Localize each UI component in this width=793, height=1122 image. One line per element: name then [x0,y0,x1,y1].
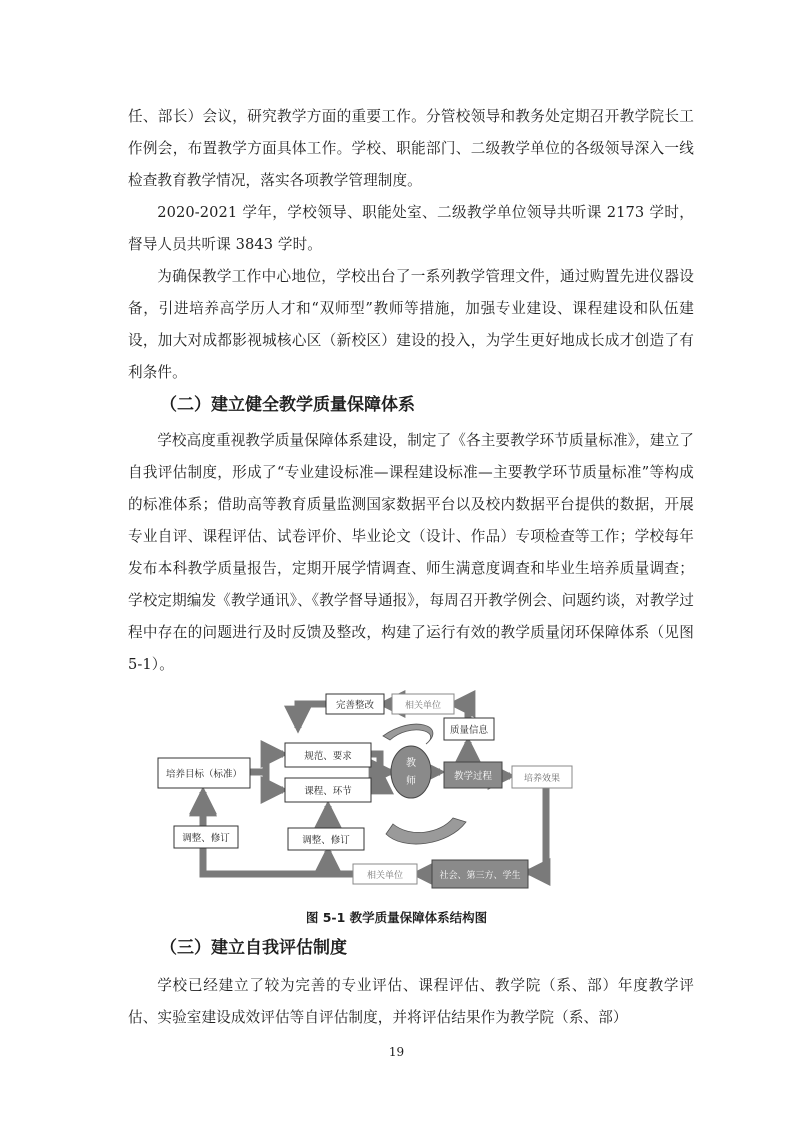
svg-text:完善整改: 完善整改 [335,700,375,711]
paragraph-meetings: 任、部长）会议，研究教学方面的重要工作。分管校领导和教务处定期召开教学院长工作例会，布置教学方面具体工作。学校、职能部门、二级教学单位的各级领导深入一线检查教育教学情况，落实各项教学管理制度。 [128,108,694,189]
svg-text:相关单位: 相关单位 [404,701,442,711]
box-xiangguan-bottom [353,864,417,884]
svg-text:课程、环节: 课程、环节 [304,786,352,797]
box-tiaozheng-mid [288,828,364,850]
svg-text:社会、第三方、学生: 社会、第三方、学生 [439,871,521,881]
box-wanshan [326,694,384,714]
svg-text:教: 教 [406,758,416,769]
section-heading-quality-system: （二）建立健全教学质量保障体系 [160,395,415,415]
box-kecheng [285,778,371,802]
box-jiaoxue-guocheng [444,762,502,788]
svg-text:培养效果: 培养效果 [523,774,561,784]
svg-text:规范、要求: 规范、要求 [304,751,352,762]
page-number: 19 [388,1045,405,1059]
box-shehui [432,860,528,888]
svg-text:调整、修订: 调整、修订 [302,835,350,846]
figure-caption: 图 5-1 教学质量保障体系结构图 [305,910,488,925]
svg-text:师: 师 [406,776,416,787]
svg-text:调整、修订: 调整、修订 [182,833,230,844]
paragraph-self-evaluation: 学校已经建立了较为完善的专业评估、课程评估、教学院（系、部）年度教学评估、实验室建设成效评估等自评估制度，并将评估结果作为教学院（系、部） [128,977,694,1026]
diagram-arrows [203,704,546,874]
svg-text:教学过程: 教学过程 [453,771,493,782]
box-guifan [285,743,371,767]
box-tiaozheng-left [174,826,238,848]
paragraph-lecture-hours: 2020-2021 学年，学校领导、职能处室、二级教学单位领导共听课 2173 学时，督导人员共听课 3843 学时。 [128,204,694,253]
box-xiangguan-top [392,694,454,714]
curved-arrow-upper [383,724,433,744]
box-peiyang-xiaoguo [512,766,572,788]
svg-text:质量信息: 质量信息 [449,725,489,736]
quality-assurance-diagram [148,686,578,896]
svg-text:培养目标（标准）: 培养目标（标准） [165,769,243,780]
paragraph-quality-system: 学校高度重视教学质量保障体系建设，制定了《各主要教学环节质量标准》，建立了自我评估制度，形成了“专业建设标准—课程建设标准—主要教学环节质量标准”等构成的标准体系；借助高等教育质量监测国家数据平台以及校内数据平台提供的数据，开展专业自评、课程评估、试卷评价、毕业论文（设计、作品）专项检查等工作；学校每年发布本科教学质量报告，定期开展学情调查、师生满意度调查和毕业生培养质量调查；学校定期编发《教学通讯》、《教学督导通报》，每周召开教学例会、问题约谈，对教学过程中存在的问题进行及时反馈及整改，构建了运行有效的教学质量闭环保障体系（见图 5-1）。 [128,432,694,673]
box-jiaoshi [391,746,431,798]
box-peiyang-mubiao [158,758,250,788]
curved-arrow-lower [386,818,466,844]
box-zhiliang [444,718,494,740]
paragraph-teaching-center: 为确保教学工作中心地位，学校出台了一系列教学管理文件，通过购置先进仪器设备，引进培养高学历人才和“双师型”教师等措施，加强专业建设、课程建设和队伍建设，加大对成都影视城核心区（新校区）建设的投入，为学生更好地成长成才创造了有利条件。 [128,268,694,381]
section-heading-self-evaluation: （三）建立自我评估制度 [160,938,347,958]
svg-text:相关单位: 相关单位 [366,871,404,881]
